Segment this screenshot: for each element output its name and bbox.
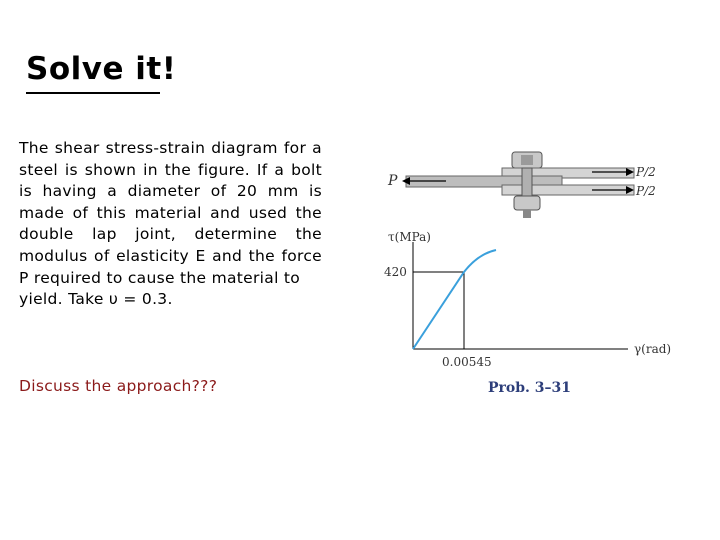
figure-caption: Prob. 3–31 [488,380,572,396]
stress-strain-curve [413,250,496,349]
y-axis-label: τ(MPa) [388,230,431,244]
problem-text: The shear stress-strain diagram for a steel is shown in the figure. If a bolt is having a diameter of 20 mm is made of this material and used the double lap joint, determine the modulus of elasticity E and the force P required to cause the material to [19,139,322,287]
bolt-head-detail [521,155,533,165]
x-axis-label: γ(rad) [634,342,672,356]
y-tick-label: 420 [384,265,407,279]
title-underline [26,92,160,94]
slide-title: Solve it! [26,51,177,87]
load-label-left: P [388,173,398,189]
x-tick-label: 0.00545 [442,355,492,369]
figure-svg [378,140,688,405]
problem-figure [378,140,688,405]
discussion-prompt: Discuss the approach??? [19,377,218,395]
shear-stress-strain-chart [384,230,671,369]
bolt-tip [523,210,531,218]
problem-statement [19,138,322,311]
load-label-right-bottom: P/2 [636,184,656,198]
problem-text-tail: yield. Take υ = 0.3. [19,290,173,309]
bolt-nut [514,196,540,210]
load-label-right-top: P/2 [636,165,656,179]
lap-joint-drawing [387,152,656,218]
